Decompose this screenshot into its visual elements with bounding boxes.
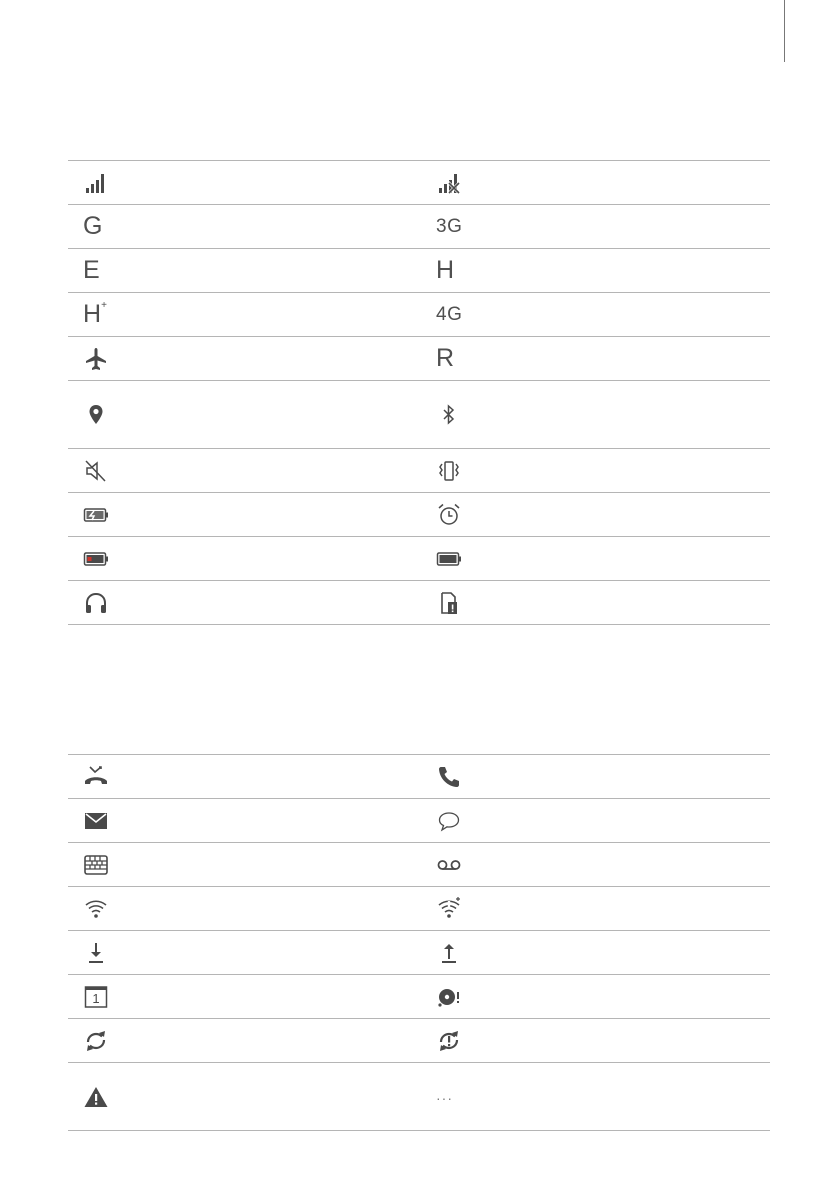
table-cell [68, 887, 419, 930]
table-cell [68, 1063, 419, 1130]
table-cell [68, 1019, 419, 1062]
table-cell [419, 493, 770, 536]
warning-icon [83, 1084, 109, 1110]
table-row [68, 1019, 770, 1063]
signal-strength-icon [83, 170, 109, 196]
table-cell [419, 1063, 770, 1130]
hspa-plus-superscript: + [101, 299, 107, 311]
table-cell [419, 755, 770, 798]
table-cell [68, 931, 419, 974]
no-sim-card-icon [436, 590, 462, 616]
voicemail-icon [436, 852, 462, 878]
table-cell [68, 581, 419, 624]
table-cell [68, 449, 419, 492]
wifi-available-icon [436, 896, 462, 922]
table-cell [68, 843, 419, 886]
hspa-plus-letter: H [83, 300, 102, 328]
location-icon [83, 402, 109, 428]
table-row [68, 205, 770, 249]
no-signal-icon [436, 170, 462, 196]
storage-full-icon [436, 984, 462, 1010]
table-cell [68, 537, 419, 580]
hspa-icon: H [436, 256, 455, 284]
table-cell [419, 931, 770, 974]
battery-full-icon [436, 546, 462, 572]
new-message-icon [436, 808, 462, 834]
table-cell [419, 249, 770, 292]
table-cell [419, 161, 770, 204]
table-cell [419, 381, 770, 448]
new-email-icon [83, 808, 109, 834]
table-cell [68, 337, 419, 380]
bluetooth-icon [436, 402, 462, 428]
table-row [68, 799, 770, 843]
calendar-date: 1 [92, 990, 100, 1006]
table-cell [419, 581, 770, 624]
table-cell [419, 887, 770, 930]
status-icons-table [68, 160, 770, 625]
airplane-mode-icon [83, 346, 109, 372]
uploading-icon [436, 940, 462, 966]
table-cell [68, 381, 419, 448]
battery-charging-icon [83, 502, 109, 528]
battery-low-icon [83, 546, 109, 572]
table-row [68, 931, 770, 975]
table-cell [419, 799, 770, 842]
table-cell [68, 755, 419, 798]
table-row [68, 1063, 770, 1131]
table-row [68, 581, 770, 625]
table-cell [68, 493, 419, 536]
table-cell [419, 449, 770, 492]
table-row [68, 293, 770, 337]
table-cell [68, 249, 419, 292]
table-row [68, 249, 770, 293]
table-cell [419, 205, 770, 248]
table-cell [419, 537, 770, 580]
headset-icon [83, 590, 109, 616]
table-cell [419, 843, 770, 886]
call-in-progress-icon [436, 764, 462, 790]
table-row [68, 537, 770, 581]
table-cell [68, 799, 419, 842]
missed-call-icon [83, 764, 109, 790]
gprs-icon: G [83, 212, 103, 240]
roaming-icon: R [436, 344, 455, 372]
table-row [68, 337, 770, 381]
table-row [68, 887, 770, 931]
more-notifications-icon: ··· [436, 1090, 453, 1106]
table-cell [68, 161, 419, 204]
notification-icons-table [68, 754, 770, 1131]
sync-icon [83, 1028, 109, 1054]
table-row [68, 381, 770, 449]
sync-failed-icon [436, 1028, 462, 1054]
table-row [68, 161, 770, 205]
table-cell [419, 1019, 770, 1062]
hspa-plus-icon [83, 299, 113, 328]
table-cell [68, 975, 419, 1018]
calendar-event-icon [83, 984, 109, 1010]
4g-network-icon: 4G [436, 304, 463, 325]
table-cell [419, 337, 770, 380]
table-cell [68, 205, 419, 248]
table-cell [419, 293, 770, 336]
downloading-icon [83, 940, 109, 966]
corner-crop-mark [784, 0, 785, 62]
3g-network-icon: 3G [436, 216, 463, 237]
keyboard-icon [83, 852, 109, 878]
alarm-icon [436, 502, 462, 528]
table-cell [68, 293, 419, 336]
table-row [68, 975, 770, 1019]
table-cell [419, 975, 770, 1018]
wifi-network-icon [83, 896, 109, 922]
silent-mode-icon [83, 458, 109, 484]
table-row [68, 493, 770, 537]
vibration-mode-icon [436, 458, 462, 484]
table-row [68, 449, 770, 493]
table-row [68, 843, 770, 887]
edge-icon: E [83, 256, 100, 284]
table-row [68, 755, 770, 799]
